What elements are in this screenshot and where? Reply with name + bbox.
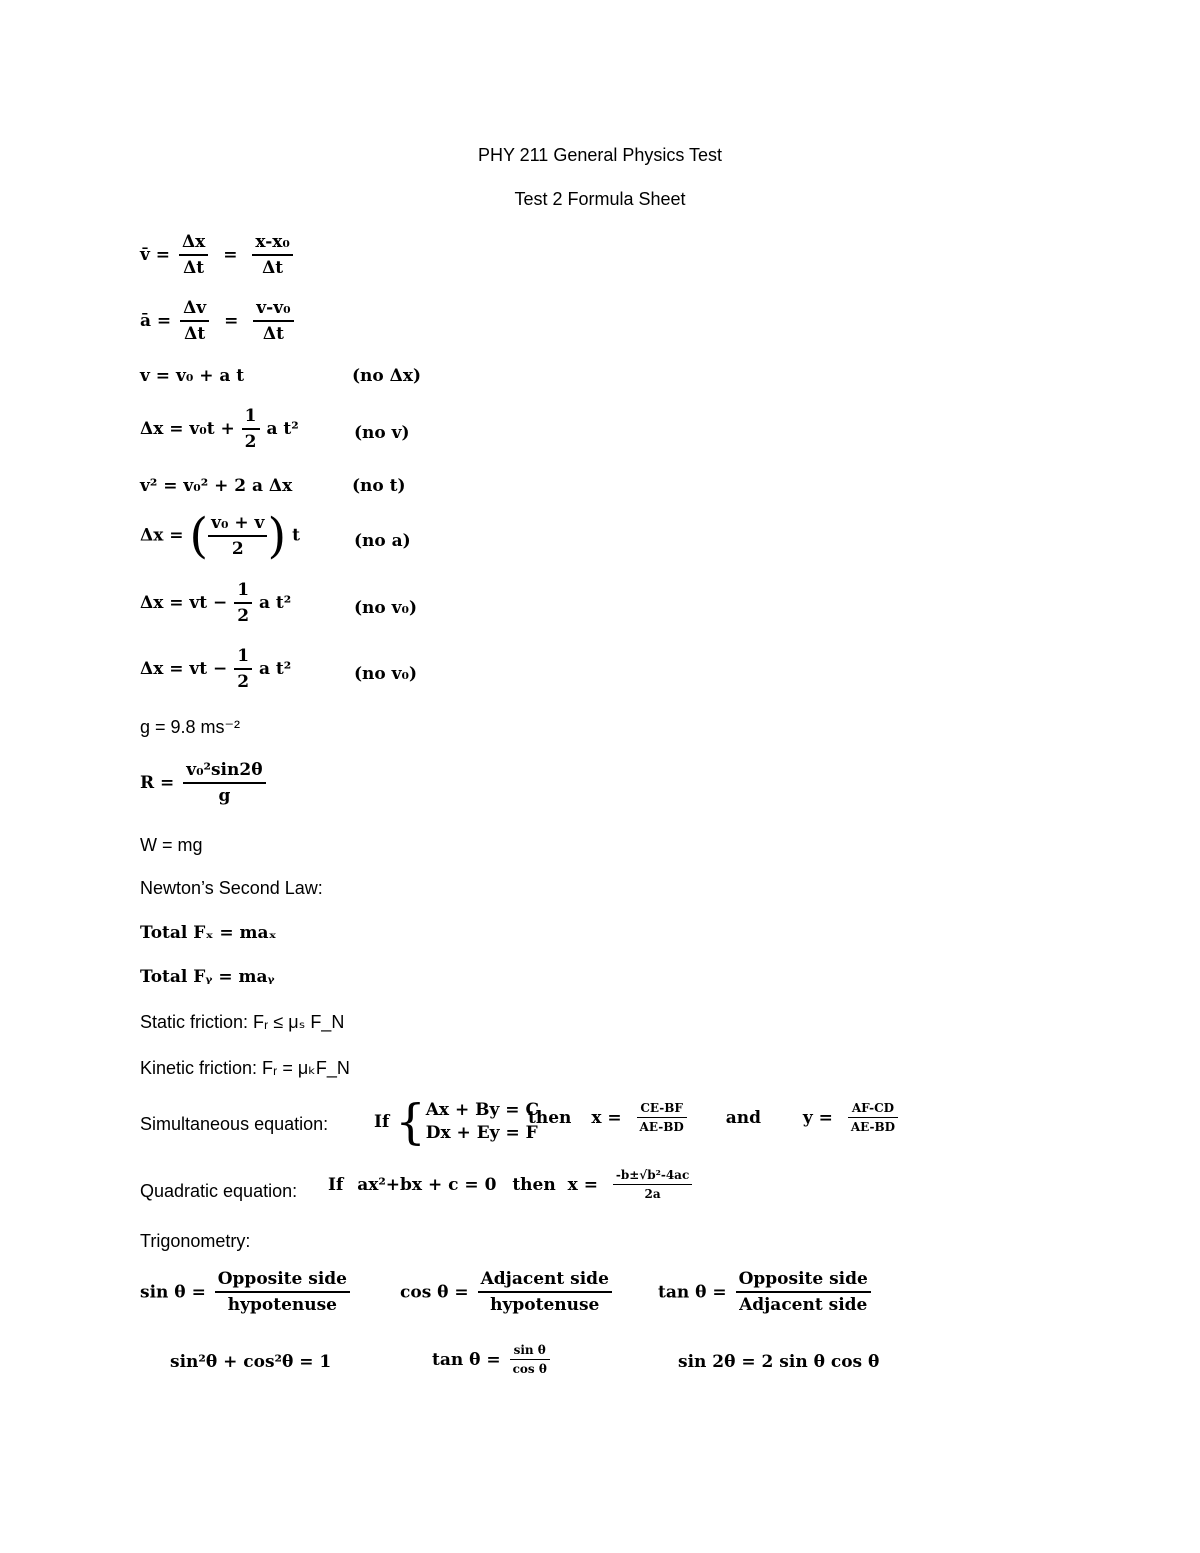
simultaneous-solution: then x = $\frac{CE-BF}{AE-BD}$ and y = $\frac{AF-CD}{AE-BD}$ <box>528 1101 901 1135</box>
kinematic-eq-3-note: (no t) <box>352 476 406 496</box>
range-formula: R = $\frac{\text{v₀²sin2θ}}{g}$ <box>140 760 269 807</box>
page-subtitle: Test 2 Formula Sheet <box>514 189 686 209</box>
kinematic-eq-1-note: (no Δx) <box>352 366 422 386</box>
simultaneous-label: Simultaneous equation: <box>140 1114 329 1134</box>
newton-fx: Total Fₓ = maₓ <box>140 923 277 943</box>
kinematic-eq-4-note: (no a) <box>354 531 411 551</box>
fraction: $\frac{AF-CD}{AE-BD}$ <box>848 1101 898 1135</box>
cosine-definition: cos θ = $\frac{\text{Adjacent side}}{\text{hypotenuse}}$ <box>400 1269 615 1316</box>
kinematic-eq-2-note: (no v) <box>354 423 410 443</box>
page-title: PHY 211 General Physics Test <box>477 145 723 165</box>
kinetic-friction: Kinetic friction: Fᵣ = μₖF_N <box>140 1058 350 1078</box>
weight-formula: W = mg <box>140 835 203 855</box>
fraction: $\frac{\text{Adjacent side}}{\text{hypotenuse}}$ <box>478 1269 612 1316</box>
trig-heading: Trigonometry: <box>140 1231 251 1251</box>
gravity-constant: g = 9.8 ms⁻² <box>140 717 241 737</box>
avg-velocity-formula: v̄ = $\frac{\Delta x}{\Delta t}$ = $\frac{\text{x-x₀}}{\Delta t}$ <box>140 232 296 279</box>
static-friction: Static friction: Fᵣ ≤ μₛ F_N <box>140 1012 345 1032</box>
pythagorean-identity: sin²θ + cos²θ = 1 <box>170 1352 332 1372</box>
fraction: $\frac{\Delta v}{\Delta t}$ <box>180 298 209 345</box>
quadratic-label: Quadratic equation: <box>140 1181 298 1201</box>
fraction: $\frac{\text{sin θ}}{\text{cos θ}}$ <box>510 1343 550 1377</box>
kinematic-eq-2: Δx = v₀t + $\frac{1}{2}$ a t² <box>140 406 299 453</box>
fraction: $\frac{\Delta x}{\Delta t}$ <box>179 232 208 279</box>
sine-definition: sin θ = $\frac{\text{Opposite side}}{\text{hypotenuse}}$ <box>140 1269 353 1316</box>
fraction: $\frac{\text{v-v₀}}{\Delta t}$ <box>253 298 293 345</box>
fraction: $\frac{1}{2}$ <box>242 406 260 453</box>
fraction: $\frac{\text{x-x₀}}{\Delta t}$ <box>252 232 292 279</box>
double-angle-identity: sin 2θ = 2 sin θ cos θ <box>678 1352 880 1372</box>
simultaneous-formula: If { Ax + By = C Dx + Ey = F <box>374 1094 539 1150</box>
kinematic-eq-6-note: (no v₀) <box>354 664 418 684</box>
kinematic-eq-5-note: (no v₀) <box>354 598 418 618</box>
kinematic-eq-6: Δx = vt − $\frac{1}{2}$ a t² <box>140 646 292 693</box>
newton-fy: Total Fᵧ = maᵧ <box>140 967 275 987</box>
tangent-ratio: tan θ = $\frac{\text{sin θ}}{\text{cos θ}}$ <box>432 1343 553 1377</box>
tangent-definition: tan θ = $\frac{\text{Opposite side}}{\text{Adjacent side}}$ <box>658 1269 874 1316</box>
kinematic-eq-3: v² = v₀² + 2 a Δx <box>140 476 293 496</box>
fraction: $\frac{1}{2}$ <box>234 646 252 693</box>
fraction: $\frac{\text{v₀²sin2θ}}{g}$ <box>183 760 265 807</box>
kinematic-eq-1: v = v₀ + a t <box>140 366 245 386</box>
fraction: $\frac{\text{-b±√b²-4ac}}{2a}$ <box>613 1168 692 1202</box>
avg-acceleration-formula: ā = $\frac{\Delta v}{\Delta t}$ = $\frac{\text{v-v₀}}{\Delta t}$ <box>140 298 297 345</box>
fraction: $\frac{\text{v₀ + v}}{2}$ <box>208 513 267 560</box>
kinematic-eq-4: Δx = ( $\frac{\text{v₀ + v}}{2}$ ) t <box>140 508 300 564</box>
fraction: $\frac{\text{Opposite side}}{\text{hypotenuse}}$ <box>215 1269 350 1316</box>
newton-heading: Newton’s Second Law: <box>140 878 323 898</box>
fraction: $\frac{\text{Opposite side}}{\text{Adjacent side}}$ <box>736 1269 871 1316</box>
kinematic-eq-5: Δx = vt − $\frac{1}{2}$ a t² <box>140 580 292 627</box>
quadratic-formula: If ax²+bx + c = 0 then x = $\frac{\text{-b±√b²-4ac}}{2a}$ <box>328 1168 695 1202</box>
fraction: $\frac{1}{2}$ <box>234 580 252 627</box>
fraction: $\frac{CE-BF}{AE-BD}$ <box>637 1101 687 1135</box>
